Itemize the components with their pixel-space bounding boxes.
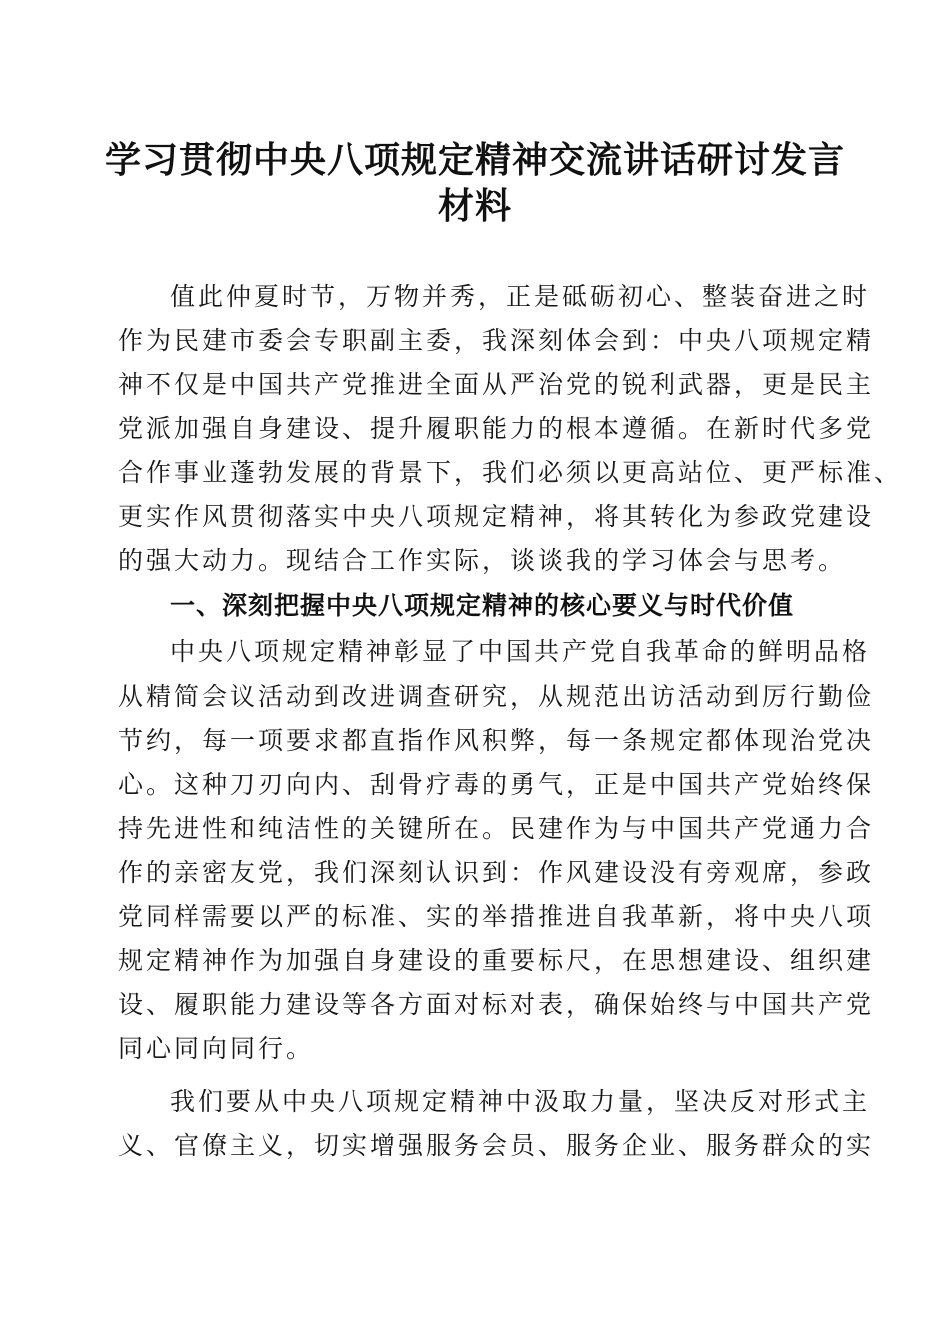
paragraph-1-line: 更实作风贯彻落实中央八项规定精神，将其转化为参政党建设 <box>118 502 875 531</box>
paragraph-2-line: 作的亲密友党，我们深刻认识到：作风建设没有旁观席，参政 <box>118 858 875 887</box>
paragraph-3-line: 我们要从中央八项规定精神中汲取力量，坚决反对形式主 <box>170 1087 871 1116</box>
paragraph-2-line: 设、履职能力建设等各方面对标对表，确保始终与中国共产党 <box>118 990 875 1019</box>
paragraph-2-line: 规定精神作为加强自身建设的重要标尺，在思想建设、组织建 <box>118 946 875 975</box>
paragraph-2-line: 持先进性和纯洁性的关键所在。民建作为与中国共产党通力合 <box>118 814 875 843</box>
paragraph-2-line: 节约，每一项要求都直指作风积弊，每一条规定都体现治党决 <box>118 726 875 755</box>
paragraph-2-line: 同心同向同行。 <box>118 1034 315 1063</box>
paragraph-2-line: 中央八项规定精神彰显了中国共产党自我革命的鲜明品格 <box>170 637 871 666</box>
paragraph-2-line: 从精简会议活动到改进调查研究，从规范出访活动到厉行勤俭 <box>118 682 875 711</box>
paragraph-1-line: 值此仲夏时节，万物并秀，正是砥砺初心、整装奋进之时 <box>170 282 871 311</box>
paragraph-2-line: 党同样需要以严的标准、实的举措推进自我革新，将中央八项 <box>118 902 875 931</box>
section-1-heading: 一、深刻把握中央八项规定精神的核心要义与时代价值 <box>170 591 795 620</box>
document-title-line-2: 材料 <box>437 185 512 227</box>
paragraph-3-line: 义、官僚主义，切实增强服务会员、服务企业、服务群众的实 <box>118 1131 875 1160</box>
paragraph-1-line: 合作事业蓬勃发展的背景下，我们必须以更高站位、更严标准、 <box>118 458 903 487</box>
paragraph-1-line: 神不仅是中国共产党推进全面从严治党的锐利武器，更是民主 <box>118 370 875 399</box>
paragraph-2-line: 心。这种刀刃向内、刮骨疗毒的勇气，正是中国共产党始终保 <box>118 770 875 799</box>
paragraph-1-line: 作为民建市委会专职副主委，我深刻体会到：中央八项规定精 <box>118 326 875 355</box>
paragraph-1-line: 的强大动力。现结合工作实际，谈谈我的学习体会与思考。 <box>118 546 847 575</box>
document-title-line-1: 学习贯彻中央八项规定精神交流讲话研讨发言 <box>104 139 845 181</box>
paragraph-1-line: 党派加强自身建设、提升履职能力的根本遵循。在新时代多党 <box>118 414 875 443</box>
